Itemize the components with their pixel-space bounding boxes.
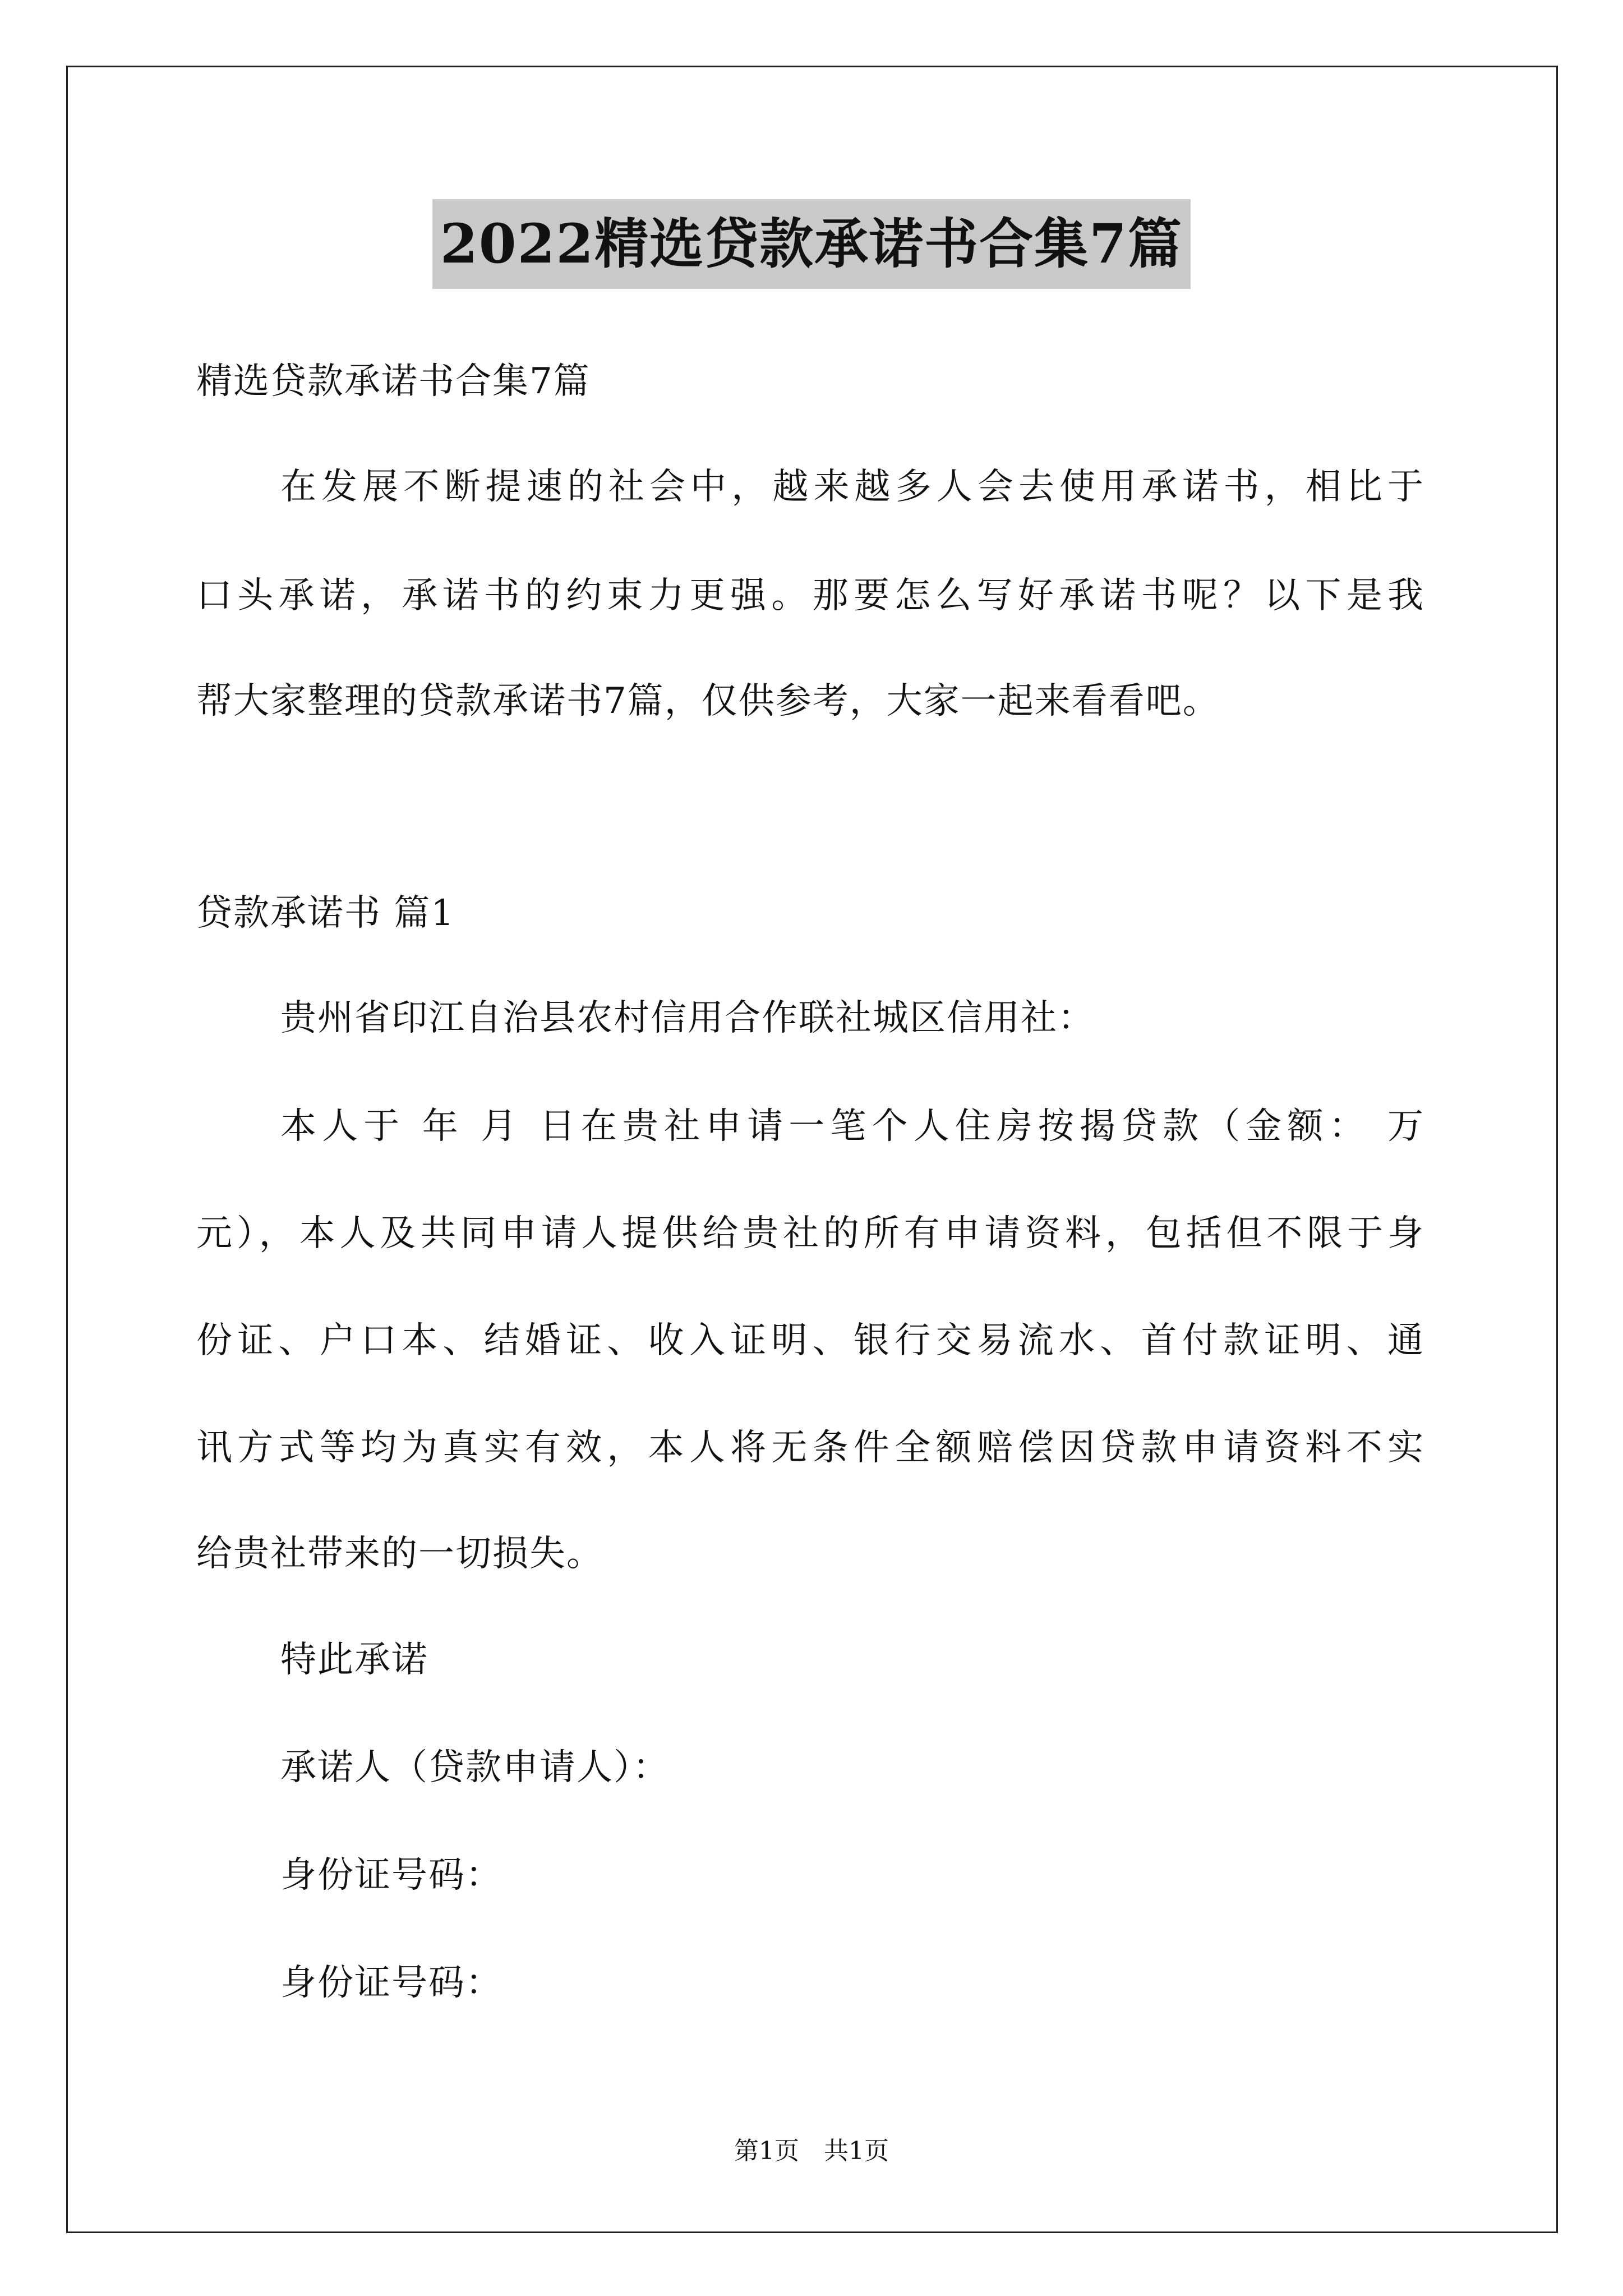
page-footer: 第1页 共1页 — [734, 2137, 889, 2165]
closing-text: 特此承诺 — [280, 1639, 428, 1681]
document-title: 2022精选贷款承诺书合集7篇 — [432, 199, 1191, 289]
intro-line-1: 在发展不断提速的社会中，越来越多人会去使用承诺书，相比于 — [280, 466, 1424, 508]
promisor-label: 承诺人（贷款申请人）： — [280, 1747, 670, 1788]
document-title-wrap — [0, 199, 1623, 299]
body-line-2: 元），本人及共同申请人提供给贵社的所有申请资料，包括但不限于身 — [196, 1213, 1424, 1254]
id-number-label-1: 身份证号码： — [280, 1855, 502, 1896]
body-line-3: 份证、户口本、结婚证、收入证明、银行交易流水、首付款证明、通 — [196, 1320, 1424, 1361]
intro-line-3: 帮大家整理的贷款承诺书7篇，仅供参考，大家一起来看看吧。 — [196, 680, 1220, 722]
body-line-5: 给贵社带来的一切损失。 — [196, 1533, 603, 1575]
addressee: 贵州省印江自治县农村信用合作联社城区信用社： — [280, 997, 1095, 1039]
id-number-label-2: 身份证号码： — [280, 1962, 502, 2004]
section-heading: 贷款承诺书 篇1 — [196, 892, 455, 934]
intro-line-2: 口头承诺，承诺书的约束力更强。那要怎么写好承诺书呢？以下是我 — [196, 575, 1424, 616]
body-line-1: 本人于 年 月 日在贵社申请一笔个人住房按揭贷款（金额： 万 — [280, 1106, 1424, 1147]
document-subtitle: 精选贷款承诺书合集7篇 — [196, 361, 591, 402]
body-line-4: 讯方式等均为真实有效，本人将无条件全额赔偿因贷款申请资料不实 — [196, 1427, 1424, 1469]
